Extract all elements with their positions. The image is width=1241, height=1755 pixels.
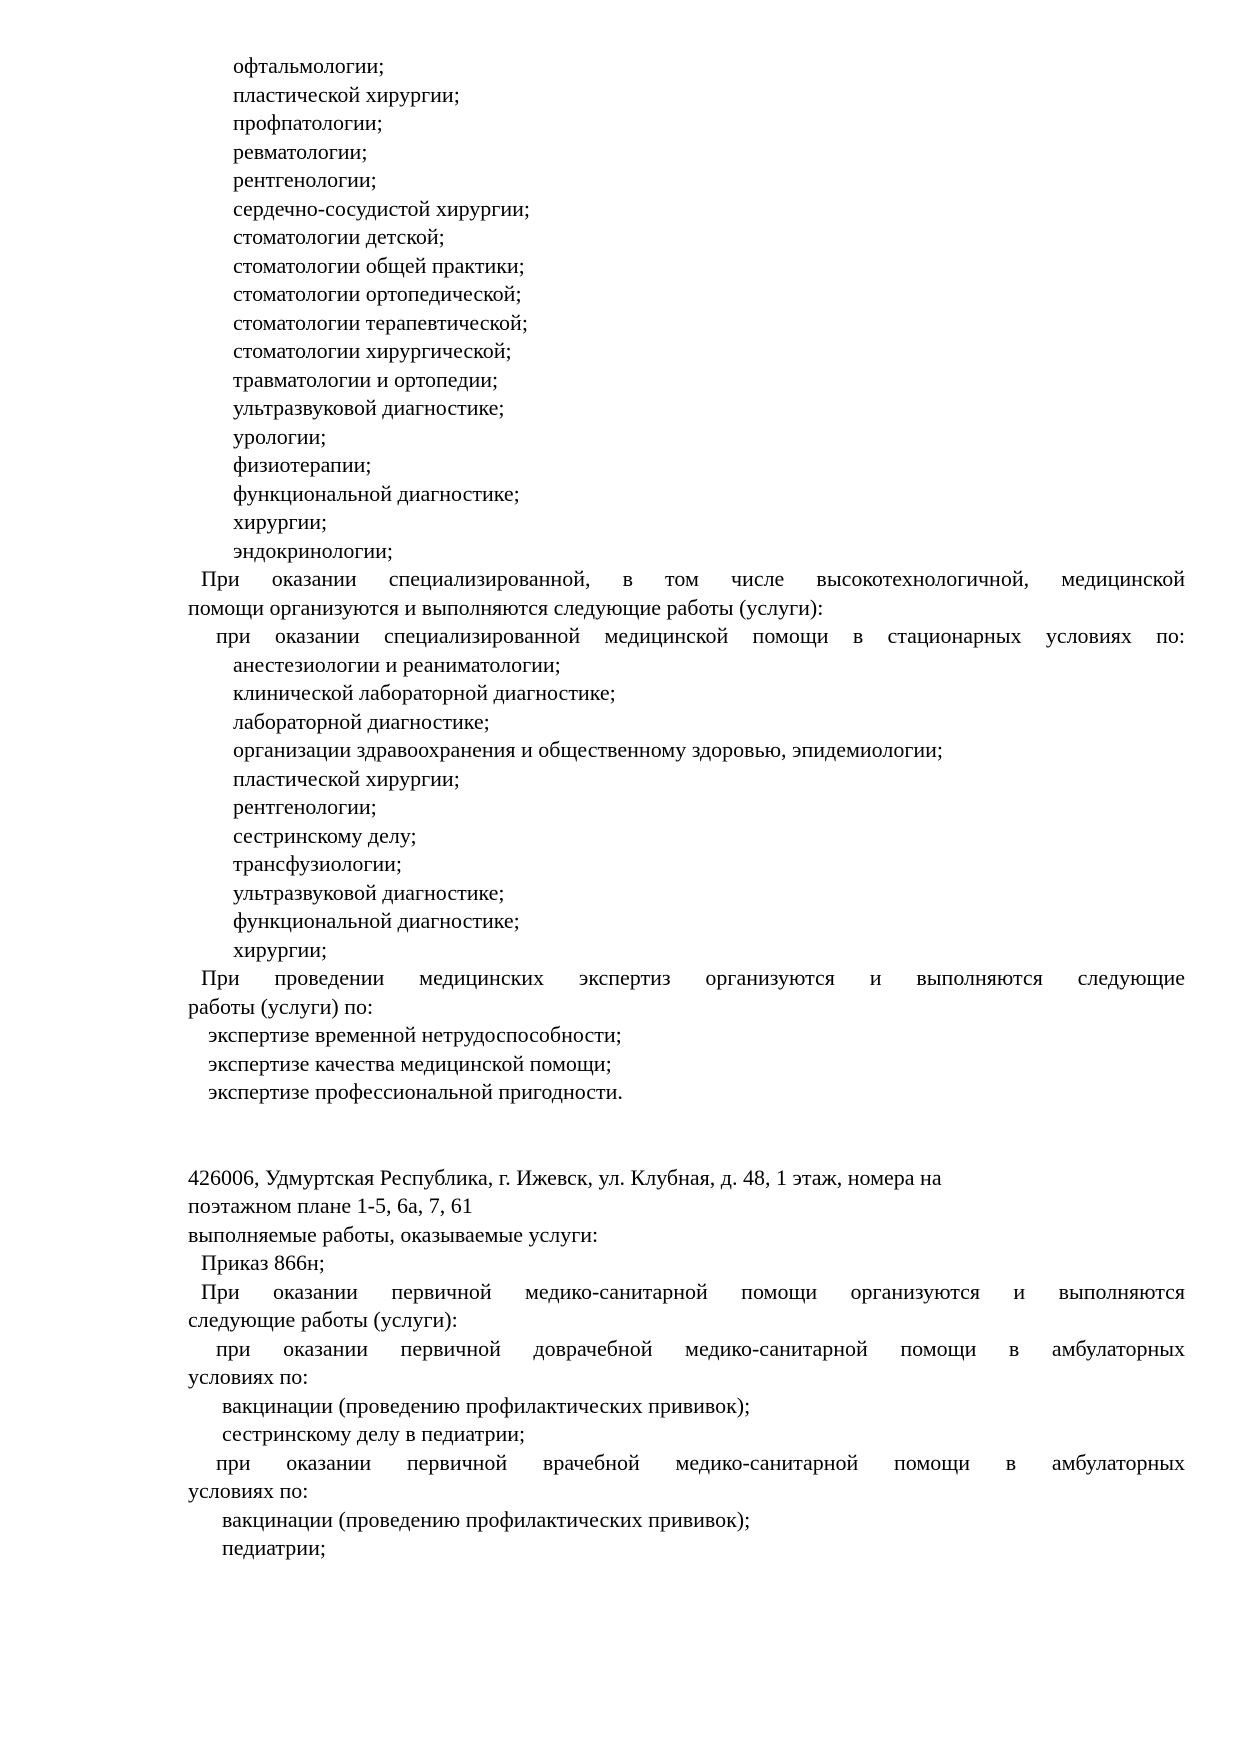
primary-care-intro-line: При оказании первичной медико-санитарной помощи организуются и выполняются bbox=[201, 1278, 1185, 1304]
specialty-list-inpatient-item: пластической хирургии; bbox=[233, 765, 460, 791]
specialty-list-top-item: эндокринологии; bbox=[233, 537, 394, 563]
specialty-list-top-item: стоматологии хирургической; bbox=[233, 338, 512, 363]
works-services-label-line: выполняемые работы, оказываемые услуги: bbox=[188, 1221, 599, 1247]
specialized-care-intro-line: При оказании специализированной, в том числе высокотехнологичной, медицинской bbox=[201, 566, 1185, 591]
address-block-line: 426006, Удмуртская Республика, г. Ижевск, ул. Клубная, д. 48, 1 этаж, номера на bbox=[188, 1164, 942, 1190]
specialty-list-top-item: сердечно-сосудистой хирургии; bbox=[233, 195, 530, 221]
specialty-list-inpatient-item: трансфузиологии; bbox=[233, 851, 402, 876]
specialty-list-top-item: урологии; bbox=[233, 423, 327, 449]
specialty-list-top-item: офтальмологии; bbox=[233, 53, 385, 78]
specialty-list-top-item: пластической хирургии; bbox=[233, 81, 460, 107]
specialized-care-intro bbox=[188, 565, 1185, 622]
specialty-list-top-item: ультразвуковой диагностике; bbox=[233, 395, 505, 420]
expertise-list-item: экспертизе качества медицинской помощи; bbox=[208, 1050, 612, 1076]
primary-care-intro bbox=[188, 1278, 1185, 1335]
specialty-list-top-item: стоматологии терапевтической; bbox=[233, 309, 528, 335]
specialty-list-inpatient-item: клинической лабораторной диагностике; bbox=[233, 680, 616, 705]
order-number bbox=[188, 1249, 1185, 1278]
specialty-list-top-item: стоматологии детской; bbox=[233, 224, 445, 249]
address-block-line: поэтажном плане 1-5, 6а, 7, 61 bbox=[188, 1193, 473, 1218]
order-number-line: Приказ 866н; bbox=[201, 1250, 325, 1275]
document-body bbox=[188, 52, 1185, 1563]
specialized-care-intro-line: помощи организуются и выполняются следующие работы (услуги): bbox=[188, 594, 824, 620]
specialty-list-top-item: физиотерапии; bbox=[233, 452, 372, 477]
pre-doctor-care-heading-line: условиях по: bbox=[188, 1364, 309, 1389]
specialty-list-top-item: профпатологии; bbox=[233, 110, 383, 135]
specialty-list-inpatient-item: функциональной диагностике; bbox=[233, 908, 520, 933]
blank-gap bbox=[188, 1107, 1185, 1164]
expertise-intro-line: При проведении медицинских экспертиз организуются и выполняются следующие bbox=[201, 965, 1185, 990]
address-block bbox=[188, 1164, 1185, 1221]
specialty-list-inpatient-item: ультразвуковой диагностике; bbox=[233, 879, 505, 905]
doctor-care-list-item: вакцинации (проведению профилактических прививок); bbox=[222, 1506, 751, 1532]
primary-care-intro-line: следующие работы (услуги): bbox=[188, 1307, 458, 1332]
specialty-list-top-item: стоматологии общей практики; bbox=[233, 252, 525, 278]
specialty-list-top-item: функциональной диагностике; bbox=[233, 480, 520, 506]
works-services-label bbox=[188, 1221, 1185, 1250]
pre-doctor-care-heading-line: при оказании первичной доврачебной медико-санитарной помощи в амбулаторных bbox=[216, 1335, 1185, 1361]
specialty-list-inpatient-item: сестринскому делу; bbox=[233, 822, 417, 848]
doctor-care-heading-line: условиях по: bbox=[188, 1478, 309, 1503]
specialty-list-inpatient-item: рентгенологии; bbox=[233, 794, 377, 819]
expertise-intro bbox=[188, 964, 1185, 1021]
inpatient-care-heading bbox=[188, 622, 1185, 651]
expertise-intro-line: работы (услуги) по: bbox=[188, 993, 374, 1019]
expertise-list-item: экспертизе временной нетрудоспособности; bbox=[208, 1022, 622, 1047]
specialty-list-top-item: стоматологии ортопедической; bbox=[233, 281, 522, 306]
pre-doctor-care-list-item: сестринскому делу в педиатрии; bbox=[222, 1421, 526, 1446]
doctor-care-heading bbox=[188, 1449, 1185, 1506]
specialty-list-inpatient-item: хирургии; bbox=[233, 936, 328, 962]
specialty-list-inpatient-item: анестезиологии и реаниматологии; bbox=[233, 651, 561, 677]
expertise-list-item: экспертизе профессиональной пригодности. bbox=[208, 1079, 623, 1104]
inpatient-care-heading-line: при оказании специализированной медицинской помощи в стационарных условиях по: bbox=[216, 623, 1185, 648]
doctor-care-heading-line: при оказании первичной врачебной медико-санитарной помощи в амбулаторных bbox=[216, 1449, 1185, 1475]
specialty-list-top-item: ревматологии; bbox=[233, 138, 368, 164]
pre-doctor-care-list-item: вакцинации (проведению профилактических прививок); bbox=[222, 1392, 751, 1418]
doctor-care-list-item: педиатрии; bbox=[222, 1535, 326, 1560]
specialty-list-top-item: хирургии; bbox=[233, 509, 328, 534]
pre-doctor-care-heading bbox=[188, 1335, 1185, 1392]
specialty-list-top-item: травматологии и ортопедии; bbox=[233, 366, 499, 392]
specialty-list-top-item: рентгенологии; bbox=[233, 167, 377, 192]
specialty-list-inpatient-item: лабораторной диагностике; bbox=[233, 708, 490, 734]
specialty-list-inpatient-item: организации здравоохранения и общественному здоровью, эпидемиологии; bbox=[233, 737, 944, 762]
